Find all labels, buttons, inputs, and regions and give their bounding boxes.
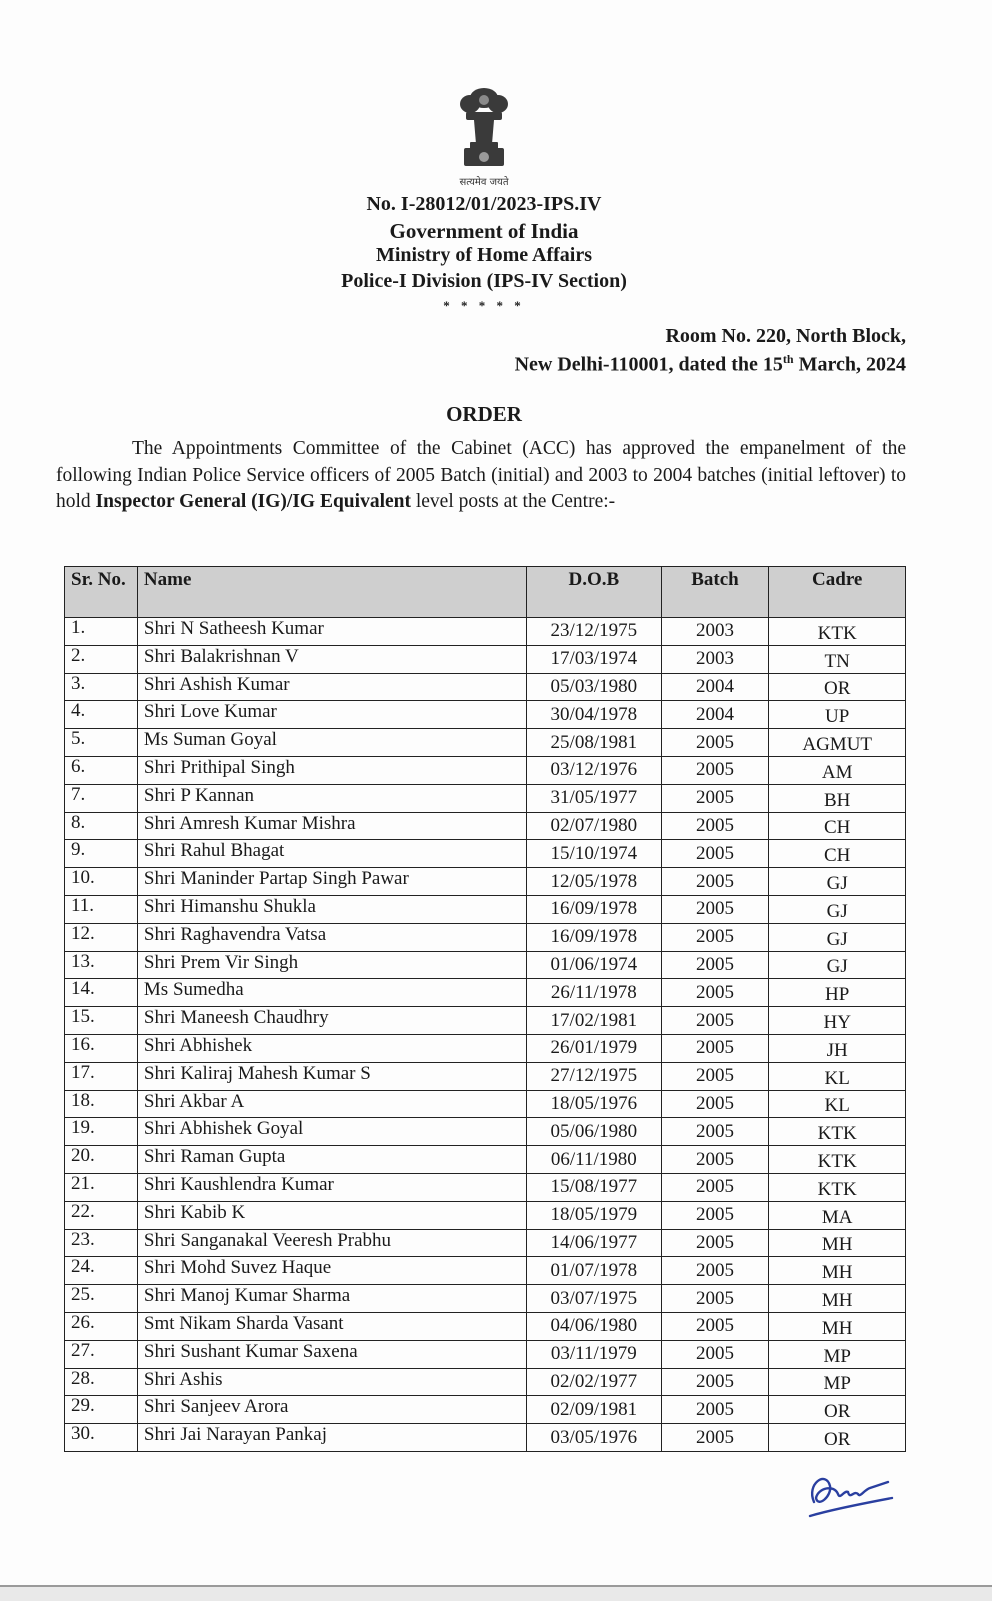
table-row — [65, 1368, 906, 1396]
cell-name: Shri Sanganakal Veeresh Prabhu — [137, 1229, 526, 1257]
cell-name: Shri Balakrishnan V — [137, 645, 526, 673]
cell-sr-no: 13. — [65, 951, 138, 979]
cell-cadre: MH — [769, 1229, 906, 1257]
cell-sr-no: 4. — [65, 701, 138, 729]
cell-batch: 2005 — [661, 1146, 769, 1174]
address-line-2 — [515, 352, 906, 377]
signature — [800, 1464, 900, 1524]
cell-dob: 31/05/1977 — [527, 784, 662, 812]
cell-batch: 2005 — [661, 923, 769, 951]
cell-dob: 03/12/1976 — [527, 756, 662, 784]
cell-dob: 16/09/1978 — [527, 923, 662, 951]
cell-batch: 2005 — [661, 868, 769, 896]
table-row — [65, 1396, 906, 1424]
cell-dob: 05/06/1980 — [527, 1118, 662, 1146]
cell-sr-no: 7. — [65, 784, 138, 812]
cell-name: Shri Sushant Kumar Saxena — [137, 1340, 526, 1368]
cell-dob: 14/06/1977 — [527, 1229, 662, 1257]
cell-cadre: MH — [769, 1257, 906, 1285]
cell-dob: 18/05/1976 — [527, 1090, 662, 1118]
cell-cadre: HY — [769, 1007, 906, 1035]
order-paragraph — [56, 436, 906, 516]
cell-dob: 25/08/1981 — [527, 729, 662, 757]
cell-sr-no: 15. — [65, 1007, 138, 1035]
cell-sr-no: 6. — [65, 756, 138, 784]
cell-cadre: CH — [769, 840, 906, 868]
cell-cadre: MH — [769, 1285, 906, 1313]
cell-batch: 2005 — [661, 1229, 769, 1257]
cell-sr-no: 21. — [65, 1173, 138, 1201]
order-text-part2: level posts at the Centre:- — [410, 491, 616, 512]
table-row — [65, 1173, 906, 1201]
cell-name: Shri Kaliraj Mahesh Kumar S — [137, 1062, 526, 1090]
table-row — [65, 868, 906, 896]
cell-cadre: UP — [769, 701, 906, 729]
cell-sr-no: 26. — [65, 1312, 138, 1340]
address-date-suffix: March, 2024 — [793, 353, 906, 376]
cell-dob: 02/02/1977 — [527, 1368, 662, 1396]
cell-sr-no: 9. — [65, 840, 138, 868]
table-row — [65, 1118, 906, 1146]
cell-name: Shri P Kannan — [137, 784, 526, 812]
cell-sr-no: 17. — [65, 1062, 138, 1090]
cell-sr-no: 12. — [65, 923, 138, 951]
cell-batch: 2005 — [661, 840, 769, 868]
cell-sr-no: 1. — [65, 618, 138, 646]
table-row — [65, 840, 906, 868]
cell-name: Shri Abhishek — [137, 1034, 526, 1062]
cell-batch: 2005 — [661, 1340, 769, 1368]
table-row — [65, 895, 906, 923]
cell-name: Shri Abhishek Goyal — [137, 1118, 526, 1146]
cell-sr-no: 23. — [65, 1229, 138, 1257]
table-row — [65, 1146, 906, 1174]
cell-name: Smt Nikam Sharda Vasant — [137, 1312, 526, 1340]
order-title: ORDER — [446, 402, 522, 426]
cell-batch: 2005 — [661, 1173, 769, 1201]
address-date-prefix: New Delhi-110001, dated the 15 — [514, 353, 783, 376]
cell-dob: 26/01/1979 — [527, 1034, 662, 1062]
cell-cadre: JH — [769, 1034, 906, 1062]
cell-cadre: KTK — [769, 1118, 906, 1146]
cell-name: Shri Kaushlendra Kumar — [137, 1173, 526, 1201]
cell-sr-no: 14. — [65, 979, 138, 1007]
cell-sr-no: 24. — [65, 1257, 138, 1285]
cell-batch: 2003 — [661, 645, 769, 673]
cell-dob: 04/06/1980 — [527, 1312, 662, 1340]
cell-cadre: GJ — [769, 951, 906, 979]
cell-sr-no: 5. — [65, 729, 138, 757]
cell-cadre: GJ — [769, 895, 906, 923]
cell-sr-no: 29. — [65, 1396, 138, 1424]
cell-cadre: MP — [769, 1368, 906, 1396]
table-row — [65, 1201, 906, 1229]
cell-name: Shri Manoj Kumar Sharma — [137, 1285, 526, 1313]
cell-batch: 2005 — [661, 729, 769, 757]
cell-batch: 2005 — [661, 1007, 769, 1035]
cell-cadre: HP — [769, 979, 906, 1007]
cell-batch: 2005 — [661, 979, 769, 1007]
table-row — [65, 979, 906, 1007]
cell-name: Shri Jai Narayan Pankaj — [137, 1424, 526, 1452]
cell-dob: 15/10/1974 — [527, 840, 662, 868]
cell-name: Shri Rahul Bhagat — [137, 840, 526, 868]
cell-cadre: KL — [769, 1062, 906, 1090]
header-batch: Batch — [661, 567, 769, 618]
file-number: No. I-28012/01/2023-IPS.IV — [366, 193, 602, 215]
table-row — [65, 1034, 906, 1062]
cell-dob: 15/08/1977 — [527, 1173, 662, 1201]
cell-batch: 2005 — [661, 1034, 769, 1062]
table-row — [65, 1285, 906, 1313]
header-cadre: Cadre — [769, 567, 906, 618]
cell-name: Shri Ashish Kumar — [137, 673, 526, 701]
address-line-1: Room No. 220, North Block, — [665, 325, 906, 347]
cell-dob: 02/07/1980 — [527, 812, 662, 840]
table-row — [65, 812, 906, 840]
cell-sr-no: 8. — [65, 812, 138, 840]
cell-name: Shri Amresh Kumar Mishra — [137, 812, 526, 840]
cell-name: Shri Raman Gupta — [137, 1146, 526, 1174]
cell-batch: 2005 — [661, 1090, 769, 1118]
cell-sr-no: 18. — [65, 1090, 138, 1118]
cell-dob: 26/11/1978 — [527, 979, 662, 1007]
date-ordinal: th — [782, 352, 794, 366]
table-row — [65, 1062, 906, 1090]
cell-cadre: MP — [769, 1340, 906, 1368]
cell-name: Shri Kabib K — [137, 1201, 526, 1229]
cell-name: Shri Prem Vir Singh — [137, 951, 526, 979]
cell-dob: 12/05/1978 — [527, 868, 662, 896]
header-name: Name — [137, 567, 526, 618]
order-text-part1: The Appointments Committee of the Cabinet (ACC) has approved the empanelment of the following Indian Police Service officers of 2005 Batch (initial) and 2003 to 2004 batches (initial leftover) to hold — [56, 438, 906, 512]
cell-dob: 06/11/1980 — [527, 1146, 662, 1174]
cell-dob: 03/05/1976 — [527, 1424, 662, 1452]
table-row — [65, 1007, 906, 1035]
cell-sr-no: 30. — [65, 1424, 138, 1452]
cell-dob: 18/05/1979 — [527, 1201, 662, 1229]
cell-name: Shri Mohd Suvez Haque — [137, 1257, 526, 1285]
header-dob: D.O.B — [527, 567, 662, 618]
table-row — [65, 673, 906, 701]
cell-cadre: AGMUT — [769, 729, 906, 757]
table-row — [65, 645, 906, 673]
table-row — [65, 784, 906, 812]
cell-cadre: AM — [769, 756, 906, 784]
cell-dob: 30/04/1978 — [527, 701, 662, 729]
cell-name: Shri Akbar A — [137, 1090, 526, 1118]
cell-sr-no: 22. — [65, 1201, 138, 1229]
table-row — [65, 729, 906, 757]
cell-dob: 01/07/1978 — [527, 1257, 662, 1285]
cell-batch: 2003 — [661, 618, 769, 646]
table-row — [65, 951, 906, 979]
cell-name: Shri Himanshu Shukla — [137, 895, 526, 923]
cell-cadre: GJ — [769, 868, 906, 896]
order-text-bold: Inspector General (IG)/IG Equivalent — [95, 491, 411, 512]
cell-cadre: OR — [769, 673, 906, 701]
cell-cadre: MH — [769, 1312, 906, 1340]
cell-batch: 2005 — [661, 1312, 769, 1340]
division-title: Police-I Division (IPS-IV Section) — [341, 270, 627, 292]
cell-name: Shri Sanjeev Arora — [137, 1396, 526, 1424]
cell-dob: 17/03/1974 — [527, 645, 662, 673]
table-row — [65, 1340, 906, 1368]
table-row — [65, 1229, 906, 1257]
cell-batch: 2004 — [661, 701, 769, 729]
cell-batch: 2005 — [661, 1118, 769, 1146]
cell-batch: 2005 — [661, 1424, 769, 1452]
header-sr-no: Sr. No. — [65, 567, 138, 618]
table-row — [65, 923, 906, 951]
cell-cadre: BH — [769, 784, 906, 812]
cell-name: Shri Maneesh Chaudhry — [137, 1007, 526, 1035]
cell-sr-no: 20. — [65, 1146, 138, 1174]
cell-batch: 2005 — [661, 1201, 769, 1229]
cell-sr-no: 19. — [65, 1118, 138, 1146]
cell-cadre: OR — [769, 1424, 906, 1452]
cell-name: Shri Prithipal Singh — [137, 756, 526, 784]
cell-cadre: CH — [769, 812, 906, 840]
officers-table — [64, 566, 906, 1452]
cell-sr-no: 11. — [65, 895, 138, 923]
table-header-row — [65, 567, 906, 618]
cell-batch: 2005 — [661, 1396, 769, 1424]
cell-batch: 2005 — [661, 1285, 769, 1313]
cell-cadre: KTK — [769, 1146, 906, 1174]
table-row — [65, 1090, 906, 1118]
cell-name: Shri N Satheesh Kumar — [137, 618, 526, 646]
cell-batch: 2004 — [661, 673, 769, 701]
cell-batch: 2005 — [661, 1062, 769, 1090]
cell-cadre: GJ — [769, 923, 906, 951]
cell-sr-no: 2. — [65, 645, 138, 673]
cell-sr-no: 3. — [65, 673, 138, 701]
table-row — [65, 618, 906, 646]
cell-batch: 2005 — [661, 784, 769, 812]
emblem-motto: सत्यमेव जयते — [459, 177, 509, 188]
cell-batch: 2005 — [661, 1368, 769, 1396]
cell-dob: 23/12/1975 — [527, 618, 662, 646]
table-row — [65, 1257, 906, 1285]
cell-batch: 2005 — [661, 756, 769, 784]
cell-sr-no: 10. — [65, 868, 138, 896]
cell-name: Shri Ashis — [137, 1368, 526, 1396]
cell-dob: 16/09/1978 — [527, 895, 662, 923]
ministry-title: Ministry of Home Affairs — [375, 244, 593, 266]
cell-batch: 2005 — [661, 895, 769, 923]
national-emblem-icon — [452, 84, 516, 176]
cell-sr-no: 16. — [65, 1034, 138, 1062]
cell-dob: 03/11/1979 — [527, 1340, 662, 1368]
cell-cadre: MA — [769, 1201, 906, 1229]
cell-name: Shri Love Kumar — [137, 701, 526, 729]
cell-sr-no: 25. — [65, 1285, 138, 1313]
cell-cadre: TN — [769, 645, 906, 673]
cell-batch: 2005 — [661, 951, 769, 979]
cell-name: Shri Maninder Partap Singh Pawar — [137, 868, 526, 896]
cell-cadre: OR — [769, 1396, 906, 1424]
cell-dob: 17/02/1981 — [527, 1007, 662, 1035]
cell-name: Ms Suman Goyal — [137, 729, 526, 757]
cell-name: Shri Raghavendra Vatsa — [137, 923, 526, 951]
separator-stars: * * * * * — [443, 298, 525, 313]
cell-cadre: KL — [769, 1090, 906, 1118]
government-title: Government of India — [389, 219, 579, 243]
cell-cadre: KTK — [769, 618, 906, 646]
cell-name: Ms Sumedha — [137, 979, 526, 1007]
table-row — [65, 1424, 906, 1452]
table-row — [65, 1312, 906, 1340]
table-row — [65, 756, 906, 784]
cell-dob: 27/12/1975 — [527, 1062, 662, 1090]
cell-dob: 05/03/1980 — [527, 673, 662, 701]
cell-cadre: KTK — [769, 1173, 906, 1201]
cell-sr-no: 27. — [65, 1340, 138, 1368]
cell-sr-no: 28. — [65, 1368, 138, 1396]
cell-batch: 2005 — [661, 1257, 769, 1285]
table-row — [65, 701, 906, 729]
cell-dob: 01/06/1974 — [527, 951, 662, 979]
cell-dob: 02/09/1981 — [527, 1396, 662, 1424]
cell-batch: 2005 — [661, 812, 769, 840]
cell-dob: 03/07/1975 — [527, 1285, 662, 1313]
